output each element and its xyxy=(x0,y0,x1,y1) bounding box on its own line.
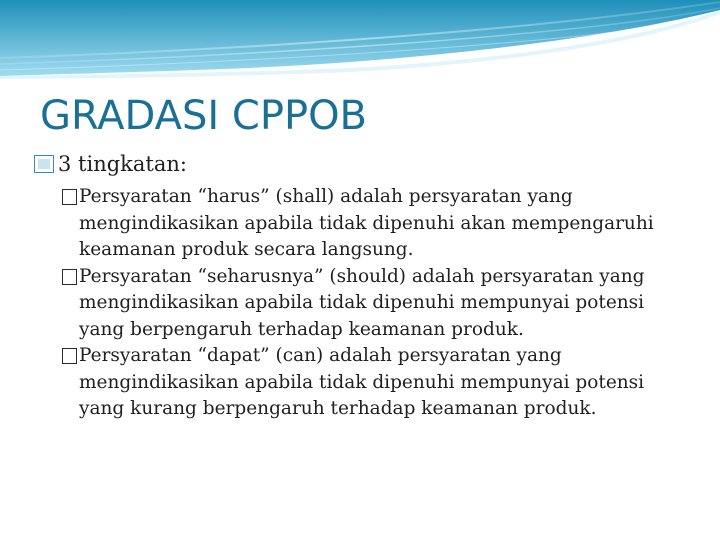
sub-point-list xyxy=(34,184,684,423)
sub-point-text: Persyaratan “dapat” (can) adalah persyaratan yang mengindikasikan apabila tidak dipenuhi mempunyai potensi yang kurang berpengaruh terhadap keamanan produk. xyxy=(79,345,645,419)
header-banner xyxy=(0,0,720,80)
main-point xyxy=(34,146,684,182)
square-bullet-icon xyxy=(62,189,77,205)
square-bullet-icon xyxy=(62,348,77,364)
list-item xyxy=(62,264,684,344)
list-item xyxy=(62,343,684,423)
slide-title: GRADASI CPPOB xyxy=(40,93,367,139)
list-item xyxy=(62,184,684,264)
slide-body xyxy=(34,146,684,423)
square-bullet-icon xyxy=(34,155,54,173)
sub-point-text: Persyaratan “seharusnya” (should) adalah persyaratan yang mengindikasikan apabila tidak dipenuhi mempunyai potensi yang berpengaruh terhadap keamanan produk. xyxy=(79,265,645,340)
sub-point-text: Persyaratan “harus” (shall) adalah persyaratan yang mengindikasikan apabila tidak dipenuhi akan mempengaruhi keamanan produk secara langsung. xyxy=(79,186,654,260)
main-point-text: 3 tingkatan: xyxy=(58,152,187,176)
square-bullet-icon xyxy=(62,269,77,285)
